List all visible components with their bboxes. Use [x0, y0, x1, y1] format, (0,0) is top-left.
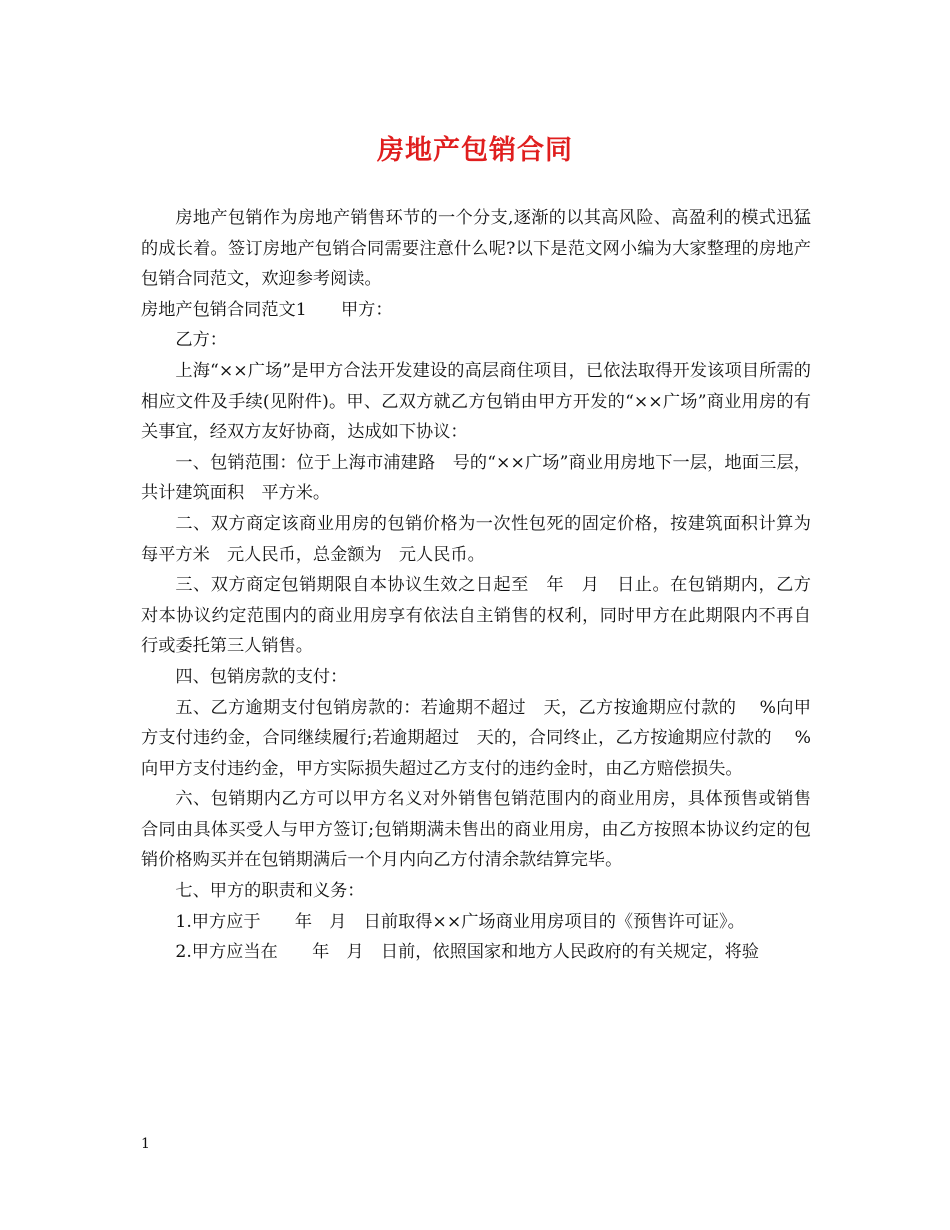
- paragraph: 一、包销范围：位于上海市浦建路 号的“××广场”商业用房地下一层，地面三层，共计建筑面积 平方米。: [141, 452, 811, 504]
- paragraph: 房地产包销作为房地产销售环节的一个分支,逐渐的以其高风险、高盈利的模式迅猛的成长着。签订房地产包销合同需要注意什么呢?以下是范文网小编为大家整理的房地产包销合同范文，欢迎参考阅读。: [141, 208, 811, 290]
- paragraph: 四、包销房款的支付：: [175, 666, 348, 687]
- paragraph: 五、乙方逾期支付包销房款的：若逾期不超过 天，乙方按逾期应付款的 %向甲方支付违约金，合同继续履行;若逾期超过 天的，合同终止，乙方按逾期应付款的 %向甲方支付违约金，甲方实际损失超过乙方支付的违约金时，由乙方赔偿损失。: [141, 697, 811, 779]
- paragraph: 房地产包销合同范文1 甲方：: [141, 299, 393, 320]
- paragraph: 上海“××广场”是甲方合法开发建设的高层商住项目，已依法取得开发该项目所需的相应文件及手续(见附件)。甲、乙双方就乙方包销由甲方开发的“××广场”商业用房的有关事宜，经双方友好协商，达成如下协议：: [141, 360, 811, 443]
- document-title: 房地产包销合同: [377, 135, 573, 166]
- paragraph: 2.甲方应当在 年 月 日前，依照国家和地方人民政府的有关规定，将验: [175, 942, 759, 963]
- page-number: 1: [141, 1136, 150, 1152]
- paragraph: 三、双方商定包销期限自本协议生效之日起至 年 月 日止。在包销期内，乙方对本协议约定范围内的商业用房享有依法自主销售的权利，同时甲方在此期限内不再自行或委托第三人销售。: [141, 575, 811, 657]
- paragraph: 1.甲方应于 年 月 日前取得××广场商业用房项目的《预售许可证》。: [175, 911, 745, 932]
- paragraph: 七、甲方的职责和义务：: [175, 881, 365, 902]
- paragraph: 六、包销期内乙方可以甲方名义对外销售包销范围内的商业用房，具体预售或销售合同由具体买受人与甲方签订;包销期满未售出的商业用房，由乙方按照本协议约定的包销价格购买并在包销期满后一个月内向乙方付清余款结算完毕。: [141, 789, 811, 871]
- paragraph: 二、双方商定该商业用房的包销价格为一次性包死的固定价格，按建筑面积计算为每平方米 元人民币，总金额为 元人民币。: [141, 513, 811, 565]
- paragraph: 乙方：: [175, 330, 227, 351]
- document-body: [141, 203, 811, 968]
